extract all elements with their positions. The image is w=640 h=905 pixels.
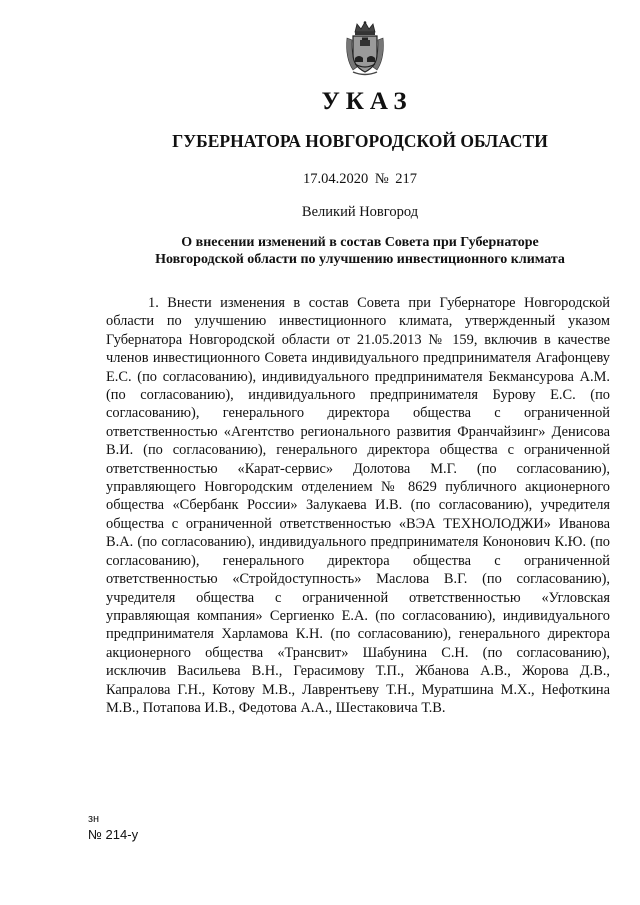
coat-of-arms-icon [343, 20, 387, 76]
heading-line-1: О внесении изменений в состав Совета при Губернаторе [181, 235, 539, 250]
heading-line-2: Новгородской области по улучшению инвестиционного климата [155, 252, 565, 267]
number-sign: № [374, 171, 389, 187]
document-title: УКАЗ [321, 88, 413, 115]
document-date: 17.04.2020 [302, 171, 369, 187]
document-city: Великий Новгород [301, 204, 419, 220]
document-number: 217 [395, 171, 418, 187]
footer-ref-number: № 214-у [88, 827, 139, 842]
footer-initials: зн [88, 813, 100, 825]
footer-reference [88, 812, 138, 842]
body-paragraph: 1. Внести изменения в состав Совета при Губернаторе Новгородской области по улучшению инвестиционного климата, утвержденный указом Губернатора Новгородской области от 21.05.2013 № 159, включив в качестве членов инвестиционного Совета индивидуального предпринимателя Агафонцеву Е.С. (по согласованию), индивидуального предпринимателя Бекмансурова А.М. (по согласованию), индивидуального предпринимателя Бурову Е.С. (по согласованию), генерального директора общества с ограниченной ответственностью «Агентство регионального развития Франчайзинг» Денисова В.И. (по согласованию), генерального директора общества с ограниченной ответственностью «Карат-сервис» Долотова М.Г. (по согласованию), управляющего Новгородским отделением № 8629 публичного акционерного общества «Сбербанк России» Залукаева И.В. (по согласованию), учредителя общества с ограниченной ответственностью «ВЭА ТЕХНОЛОДЖИ» Иванова В.А. (по согласованию), индивидуального предпринимателя Кононович К.Ю. (по согласованию), генерального директора общества с ограниченной ответственностью «Стройдоступность» Маслова В.Г. (по согласованию), учредителя общества с ограниченной ответственностью «Угловская управляющая компания» Сергиенко Е.А. (по согласованию), индивидуального предпринимателя Харламова К.Н. (по согласованию), генерального директора акционерного общества «Трансвит» Шабунина С.Н. (по согласованию), исключив Васильева В.Н., Герасимову Т.П., Жбанова А.В., Жорова Д.В., Капралова Г.Н., Котову М.В., Лаврентьеву Т.Н., Муратшина М.Х., Нефоткина М.В., Потапова И.В., Федотова А.А., Шестаковича Т.В. [106, 295, 610, 716]
document-heading [90, 234, 630, 268]
date-number-line [0, 171, 640, 188]
document-subtitle: ГУБЕРНАТОРА НОВГОРОДСКОЙ ОБЛАСТИ [172, 131, 548, 151]
